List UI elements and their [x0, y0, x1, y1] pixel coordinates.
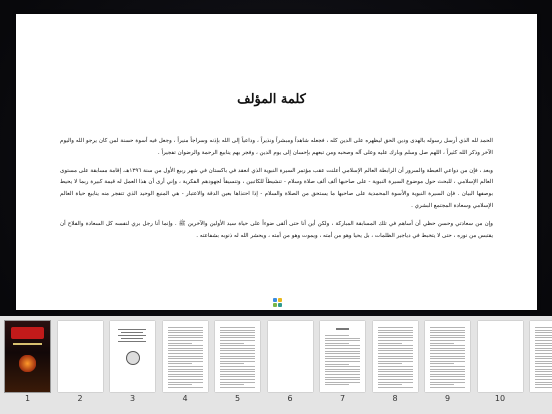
- thumb-text-line: [535, 379, 552, 380]
- thumb-text-line: [168, 330, 203, 331]
- paragraph: وإن من سعادتي وحسن حظي أن أساهم في تلك المسابقة المباركة ، ولكن أين أنا حتى ألقى ضوءاً على حياة سيد الأولين والآخرين ﷺ . وإنما أنا رجل بري لنفسه كل السعادة والفلاح أن يقتبس من نوره ، حتى لا يتخبط في دياجير الظلمات ، بل يحيا وهو من أمته ، ويموت وهو من أمته ، ويحشر الله له ذنوبه بشفاعته .: [60, 220, 493, 239]
- thumb-text-line: [535, 340, 552, 341]
- thumb-heading-line: [336, 328, 349, 330]
- thumb-text-line: [168, 374, 203, 375]
- cover-title: [11, 327, 44, 339]
- thumb-text-line: [220, 330, 255, 331]
- thumb-text-line: [535, 335, 552, 336]
- thumb-text-line: [168, 363, 192, 364]
- thumb-text-line: [378, 382, 413, 383]
- thumb-text-line: [535, 343, 552, 344]
- thumb-text-line: [325, 356, 360, 357]
- thumb-text-line: [378, 345, 413, 346]
- thumb-text-line: [535, 387, 552, 388]
- page-title: كلمة المؤلف: [237, 92, 306, 107]
- thumb-text-line: [168, 366, 203, 367]
- thumb-text-line: [168, 332, 203, 333]
- thumb-text-line: [220, 384, 244, 385]
- thumb-text-line: [220, 369, 255, 370]
- thumb-text-line: [325, 369, 360, 370]
- thumb-text-line: [378, 379, 413, 380]
- page-body: [60, 136, 493, 248]
- thumb-text-line: [325, 382, 360, 383]
- thumb-text-line: [378, 330, 413, 331]
- thumb-text-line: [168, 348, 203, 349]
- thumb-text-line: [168, 369, 203, 370]
- thumb-text-line: [325, 335, 349, 336]
- thumb-text-line: [430, 387, 465, 388]
- thumb-text-line: [430, 379, 465, 380]
- thumb-text-line: [121, 338, 143, 339]
- thumb-text-line: [378, 374, 413, 375]
- thumb-text-line: [535, 376, 552, 377]
- thumb-text-line: [535, 384, 552, 385]
- thumb-text-line: [378, 335, 413, 336]
- thumb-text-line: [325, 358, 360, 359]
- thumb-text-line: [430, 384, 454, 385]
- cover-sub: [13, 343, 42, 345]
- seal-icon: [126, 351, 140, 365]
- thumb-text-line: [378, 327, 413, 328]
- thumb-text-line: [378, 387, 413, 388]
- thumb-text-line: [220, 353, 255, 354]
- thumb-text-line: [168, 345, 203, 346]
- thumb-text-line: [220, 345, 255, 346]
- page-thumbnail[interactable]: [478, 321, 523, 392]
- thumb-text-line: [325, 351, 360, 352]
- thumb-text-line: [168, 361, 203, 362]
- page-thumbnail[interactable]: [58, 321, 103, 392]
- thumb-text-line: [325, 353, 360, 354]
- thumb-text-line: [535, 356, 552, 357]
- thumb-text-line: [325, 343, 349, 344]
- page-thumbnail[interactable]: [320, 321, 365, 392]
- grid-cell-icon: [278, 298, 282, 302]
- page-number-label: 3: [129, 394, 136, 403]
- thumb-text-line: [118, 335, 146, 336]
- thumb-text-line: [430, 327, 465, 328]
- thumb-text-line: [220, 332, 255, 333]
- page-number-label: 8: [392, 394, 398, 403]
- thumb-text-line: [168, 379, 203, 380]
- page-number-label: 10: [494, 394, 506, 403]
- thumb-text-line: [325, 364, 349, 365]
- thumb-text-line: [220, 387, 255, 388]
- thumb-text-line: [430, 330, 465, 331]
- thumb-text-line: [325, 348, 360, 349]
- thumb-text-line: [430, 353, 465, 354]
- thumb-text-line: [325, 384, 349, 385]
- thumb-text-line: [535, 348, 552, 349]
- thumb-text-line: [535, 374, 552, 375]
- grid-cell-icon: [273, 303, 277, 307]
- thumb-text-line: [325, 361, 360, 362]
- thumb-text-line: [220, 343, 244, 344]
- thumb-text-line: [535, 371, 552, 372]
- thumb-text-line: [220, 366, 255, 367]
- thumb-text-line: [220, 376, 255, 377]
- cover-image: [5, 321, 50, 392]
- thumb-text-line: [168, 358, 203, 359]
- thumb-text-line: [535, 361, 552, 362]
- thumb-text-line: [220, 371, 255, 372]
- thumb-text-line: [535, 337, 552, 338]
- thumb-text-line: [430, 382, 465, 383]
- thumb-text-line: [535, 350, 552, 351]
- thumb-text-line: [168, 371, 203, 372]
- thumb-text-line: [378, 363, 402, 364]
- grid-cell-icon: [278, 303, 282, 307]
- thumb-text-line: [220, 335, 255, 336]
- thumb-text-line: [378, 369, 413, 370]
- thumb-text-line: [535, 332, 552, 333]
- thumb-text-line: [378, 337, 413, 338]
- thumb-text-line: [118, 341, 146, 342]
- thumb-text-line: [430, 358, 465, 359]
- thumb-text-line: [378, 358, 413, 359]
- thumb-text-line: [220, 356, 255, 357]
- page-thumbnail[interactable]: [268, 321, 313, 392]
- page-number-label: 4: [182, 394, 188, 403]
- thumb-text-line: [378, 340, 413, 341]
- thumb-text-line: [325, 338, 360, 339]
- thumb-text-line: [168, 337, 203, 338]
- thumb-text-line: [220, 382, 255, 383]
- thumb-text-line: [168, 382, 203, 383]
- thumb-text-line: [430, 376, 465, 377]
- page-number-label: 5: [234, 394, 241, 403]
- document-page[interactable]: [16, 14, 537, 310]
- thumb-text-line: [430, 356, 465, 357]
- page-thumbnail[interactable]: [5, 321, 50, 392]
- thumb-text-line: [430, 369, 465, 370]
- paragraph: الحمد لله الذي أرسل رسوله بالهدى ودين الحق ليظهره على الدين كله ، فجعله شاهداً ومبشراً ونذيراً ، وداعياً إلى الله بإذنه وسراجاً منيراً ، وجعل فيه أسوة حسنة لمن كان يرجو الله واليوم الآخر وذكر الله كثيراً ، اللهم صل وسلم وبارك عليه وعلى آله وصحبه ومن تبعهم بإحسان إلى يوم الدين ، وفجر بهم ينابيع الرحمة والرضوان تفجيراً .: [60, 138, 493, 156]
- thumb-text-line: [168, 387, 203, 388]
- thumb-text-line: [535, 358, 552, 359]
- thumbnail-strip[interactable]: [0, 316, 552, 414]
- thumb-text-line: [220, 358, 255, 359]
- thumb-text-line: [378, 348, 413, 349]
- thumb-text-line: [378, 376, 413, 377]
- thumb-text-line: [430, 343, 454, 344]
- thumb-text-line: [325, 374, 360, 375]
- thumb-text-line: [378, 384, 402, 385]
- thumb-text-line: [535, 327, 552, 328]
- thumb-text-line: [430, 348, 465, 349]
- thumb-text-line: [325, 379, 360, 380]
- paragraph: وبعد ، فإن من دواعي الغبطة والسرور أن الرابطة العالم الإسلامي أعلنت عقب مؤتمر السيرة النبوية الذي انعقد في باكستان في شهر ربيع الأول من سنة ١٣٩٦هـ، إقامة مسابقة على مستوى العالم الإسلامي ، للبحث حول موضوع السيرة النبوية - على صاحبها ألف ألف صلاة وسلام - تنشيطاً للكاتبين ، وتنسيقاً لجهودهم الفكرية ، وإني أرى أن هذا العمل له قيمة كبيرة ربما لا يحيط بوصفها البيان . فإن السيرة النبوية والأسوة المحمدية على صاحبها ما يستحق من الصلاة والسلام - إذا احتذاها بعين الدقة والاعتبار - هي المنبع الوحيد الذي تتفجر منه ينابيع حياة العالم الإسلامي وسعادة المجتمع البشري .: [60, 167, 493, 209]
- page-number-label: 6: [287, 394, 293, 403]
- thumb-text-line: [378, 361, 413, 362]
- thumb-text-line: [430, 345, 465, 346]
- thumb-text-line: [168, 356, 203, 357]
- thumb-text-line: [535, 369, 552, 370]
- thumb-text-line: [430, 340, 465, 341]
- thumb-text-line: [430, 363, 454, 364]
- thumb-text-line: [430, 332, 465, 333]
- thumb-text-line: [430, 366, 465, 367]
- thumb-text-line: [168, 343, 192, 344]
- page-thumbnail[interactable]: [373, 321, 418, 392]
- thumb-text-line: [378, 371, 413, 372]
- thumb-text-line: [378, 353, 413, 354]
- thumb-text-line: [430, 335, 465, 336]
- thumb-text-line: [378, 343, 402, 344]
- thumb-text-line: [430, 374, 465, 375]
- page-number-label: 1: [24, 394, 31, 403]
- thumb-text-line: [325, 345, 360, 346]
- page-thumbnail[interactable]: [530, 321, 552, 392]
- thumb-text-line: [378, 332, 413, 333]
- thumb-text-line: [168, 327, 203, 328]
- thumb-text-line: [220, 340, 255, 341]
- thumb-text-line: [430, 361, 465, 362]
- page-thumbnail[interactable]: [110, 321, 155, 392]
- thumb-text-line: [220, 327, 255, 328]
- thumb-text-line: [220, 361, 255, 362]
- grid-cell-icon: [273, 298, 277, 302]
- thumb-text-line: [378, 350, 413, 351]
- thumb-text-line: [168, 340, 203, 341]
- page-thumbnail[interactable]: [163, 321, 208, 392]
- thumb-text-line: [325, 371, 360, 372]
- page-number-label: 9: [444, 394, 451, 403]
- page-thumbnail[interactable]: [215, 321, 260, 392]
- thumb-text-line: [168, 376, 203, 377]
- thumb-text-line: [220, 374, 255, 375]
- thumb-text-line: [168, 335, 203, 336]
- cover-glow: [19, 355, 36, 372]
- thumb-text-line: [121, 332, 143, 333]
- thumb-text-line: [535, 345, 552, 346]
- thumb-text-line: [535, 330, 552, 331]
- thumb-text-line: [220, 350, 255, 351]
- thumb-text-line: [118, 329, 146, 330]
- page-number-label: 2: [77, 394, 83, 403]
- thumb-text-line: [378, 366, 413, 367]
- thumb-text-line: [378, 356, 413, 357]
- thumb-text-line: [535, 363, 552, 364]
- thumb-text-line: [168, 350, 203, 351]
- grid-view-icon[interactable]: [273, 298, 283, 308]
- thumb-text-line: [220, 337, 255, 338]
- thumb-text-line: [325, 340, 360, 341]
- thumb-text-line: [535, 353, 552, 354]
- thumb-text-line: [430, 371, 465, 372]
- page-thumbnail[interactable]: [425, 321, 470, 392]
- thumb-text-line: [168, 353, 203, 354]
- thumb-text-line: [220, 348, 255, 349]
- thumb-text-line: [325, 377, 360, 378]
- thumb-text-line: [535, 366, 552, 367]
- thumb-text-line: [220, 379, 255, 380]
- thumb-text-line: [220, 363, 244, 364]
- page-number-label: 7: [339, 394, 346, 403]
- thumb-text-line: [430, 337, 465, 338]
- thumb-text-line: [168, 384, 192, 385]
- thumb-text-line: [325, 366, 360, 367]
- thumb-text-line: [535, 382, 552, 383]
- thumb-text-line: [430, 350, 465, 351]
